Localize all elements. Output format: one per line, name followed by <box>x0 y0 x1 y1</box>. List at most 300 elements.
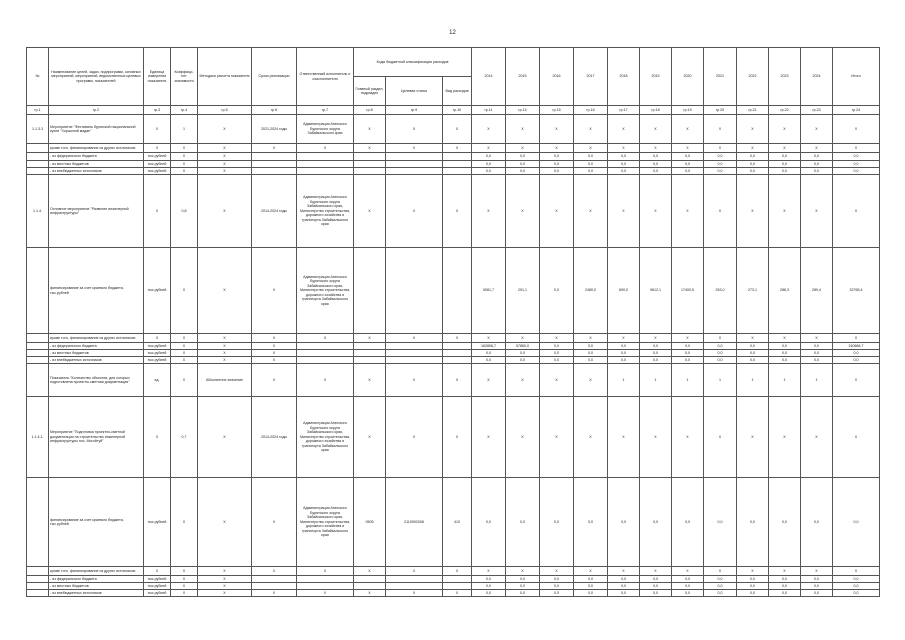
row-year-value: 0,0 <box>672 576 704 583</box>
row-year-value: Х <box>608 334 640 343</box>
row-year-value: Х <box>608 115 640 144</box>
row-year-value: 0,0 <box>801 168 833 175</box>
row-year-value: 0,0 <box>574 153 608 161</box>
row-coef: Х <box>171 248 198 334</box>
row-section-code: Х <box>354 364 386 397</box>
row-section-code: Х <box>354 144 386 153</box>
row-year-value: Х <box>672 567 704 576</box>
column-number: гр.19 <box>672 106 704 115</box>
row-responsible <box>297 350 354 357</box>
row-year-value: Х <box>540 175 574 248</box>
row-exptype-code <box>443 350 472 357</box>
row-method: Х <box>198 343 252 350</box>
column-number: гр.11 <box>472 106 506 115</box>
row-responsible: Х <box>297 590 354 597</box>
row-name: - из внебюджетных источников <box>49 168 144 175</box>
row-year-value: 0,0 <box>640 343 672 350</box>
row-unit: тыс.рублей <box>144 590 171 597</box>
row-year-value: 0,0 <box>672 161 704 168</box>
row-term <box>252 583 297 590</box>
row-year-value: Х <box>640 567 672 576</box>
row-year-value: Х <box>737 397 769 478</box>
row-number <box>27 248 49 334</box>
row-year-value: Х <box>704 334 737 343</box>
row-method: Х <box>198 590 252 597</box>
column-number: гр.21 <box>737 106 769 115</box>
row-year-value: 1 <box>704 364 737 397</box>
row-year-value: 0,0 <box>472 478 506 567</box>
row-article-code: Х <box>386 397 443 478</box>
row-term: Х <box>252 364 297 397</box>
header-year: 2022 <box>737 48 769 106</box>
row-responsible <box>297 161 354 168</box>
row-number <box>27 350 49 357</box>
row-section-code <box>354 343 386 350</box>
row-year-value: 0,0 <box>472 357 506 364</box>
row-year-value: Х <box>640 115 672 144</box>
row-year-value: 5081,7 <box>472 248 506 334</box>
row-year-value: 0,0 <box>608 168 640 175</box>
table-row <box>27 175 880 248</box>
row-term: Х <box>252 357 297 364</box>
row-section-code <box>354 350 386 357</box>
row-year-value: 0,0 <box>640 590 672 597</box>
row-unit: тыс.рублей <box>144 583 171 590</box>
row-unit: тыс.рублей <box>144 248 171 334</box>
row-year-value: 0,0 <box>801 153 833 161</box>
row-year-value: 0,0 <box>672 357 704 364</box>
row-year-value: 0,0 <box>574 576 608 583</box>
row-year-value: Х <box>608 144 640 153</box>
column-number: гр.10 <box>443 106 472 115</box>
row-year-value: Х <box>769 334 801 343</box>
row-year-value: 0,0 <box>769 350 801 357</box>
row-article-code <box>386 161 443 168</box>
row-year-value: 690,0 <box>608 248 640 334</box>
row-method: Х <box>198 168 252 175</box>
row-section-code: Х <box>354 115 386 144</box>
row-year-value: 288,3 <box>769 248 801 334</box>
row-year-value: 0,0 <box>704 478 737 567</box>
table-row <box>27 144 880 153</box>
row-term: 2021-2024 годы <box>252 115 297 144</box>
header-total: Итого <box>833 48 880 106</box>
row-year-value: Х <box>472 334 506 343</box>
row-coef: 0,8 <box>171 175 198 248</box>
row-article-code: 2110902008 <box>386 478 443 567</box>
row-year-value: 0,0 <box>769 583 801 590</box>
row-year-value: 0,0 <box>769 168 801 175</box>
row-coef: Х <box>171 478 198 567</box>
row-year-value: 0,0 <box>672 153 704 161</box>
row-year-value: 0,0 <box>801 350 833 357</box>
row-year-value: 0,0 <box>704 343 737 350</box>
row-number: 1.1.3.3 <box>27 115 49 144</box>
row-year-value: Х <box>540 334 574 343</box>
row-coef: Х <box>171 153 198 161</box>
column-number: гр.16 <box>574 106 608 115</box>
row-responsible: Администрация Агинского Бурятского округа Забайкальского края, Министерство строительства, дорожного хозяйства и транспорта Забайкальского края <box>297 175 354 248</box>
row-year-value: Х <box>574 175 608 248</box>
row-number <box>27 334 49 343</box>
row-year-value: 0,0 <box>704 357 737 364</box>
row-year-value: 0,0 <box>608 478 640 567</box>
row-year-value: Х <box>801 115 833 144</box>
row-year-value: 0,0 <box>574 357 608 364</box>
header-unit: Единица измерения показателя <box>144 48 171 106</box>
row-article-code <box>386 343 443 350</box>
row-year-value: 0,0 <box>801 161 833 168</box>
row-responsible <box>297 357 354 364</box>
row-year-value: Х <box>769 175 801 248</box>
row-exptype-code: Х <box>443 175 472 248</box>
row-year-value: Х <box>769 397 801 478</box>
header-name: Наименование целей, задач, подпрограмм, основных мероприятий, мероприятий, ведомственных целевых программ, показателей <box>49 48 144 106</box>
row-number <box>27 576 49 583</box>
row-term: Х <box>252 567 297 576</box>
row-unit: Х <box>144 115 171 144</box>
column-number: гр.2 <box>49 106 144 115</box>
row-year-value: 0,0 <box>737 357 769 364</box>
row-total-value: Х <box>833 364 880 397</box>
row-year-value: Х <box>801 144 833 153</box>
row-name: - из местных бюджетов <box>49 583 144 590</box>
row-year-value: 0,0 <box>640 168 672 175</box>
row-year-value: 0,0 <box>540 576 574 583</box>
row-article-code: Х <box>386 590 443 597</box>
row-year-value: Х <box>472 567 506 576</box>
row-year-value: Х <box>574 144 608 153</box>
row-year-value: 0,0 <box>704 350 737 357</box>
row-year-value: 0,0 <box>640 161 672 168</box>
table-row <box>27 248 880 334</box>
row-term <box>252 161 297 168</box>
row-unit: ед. <box>144 364 171 397</box>
row-unit: тыс.рублей <box>144 153 171 161</box>
row-year-value: 0,0 <box>506 583 540 590</box>
column-number: гр.18 <box>640 106 672 115</box>
row-section-code <box>354 583 386 590</box>
row-year-value: 0,0 <box>540 350 574 357</box>
row-method: Х <box>198 576 252 583</box>
row-article-code <box>386 153 443 161</box>
row-year-value: 0,0 <box>672 583 704 590</box>
row-method: Х <box>198 334 252 343</box>
header-year: 2015 <box>506 48 540 106</box>
row-year-value: 0,0 <box>608 350 640 357</box>
table-row <box>27 590 880 597</box>
header-year: 2024 <box>801 48 833 106</box>
row-year-value: 0,0 <box>574 590 608 597</box>
row-year-value: Х <box>574 115 608 144</box>
row-year-value: Х <box>640 397 672 478</box>
row-coef: Х <box>171 583 198 590</box>
row-name: - из местных бюджетов <box>49 161 144 168</box>
row-year-value: Х <box>506 175 540 248</box>
row-year-value: Х <box>540 397 574 478</box>
row-year-value: 0,0 <box>769 478 801 567</box>
row-year-value: 0,0 <box>540 248 574 334</box>
row-name: - из федерального бюджета <box>49 343 144 350</box>
row-term: Х <box>252 248 297 334</box>
header-row-1 <box>27 48 880 77</box>
row-term <box>252 168 297 175</box>
row-year-value: 0,0 <box>737 478 769 567</box>
row-year-value: Х <box>704 115 737 144</box>
header-term: Сроки реализации <box>252 48 297 106</box>
row-year-value: 162806,7 <box>472 343 506 350</box>
row-year-value: 0,0 <box>672 478 704 567</box>
row-year-value: 0,0 <box>801 478 833 567</box>
page-number: 12 <box>449 30 456 36</box>
column-number: гр.24 <box>833 106 880 115</box>
row-total-value: 0,0 <box>833 350 880 357</box>
row-year-value: 0,0 <box>672 350 704 357</box>
row-year-value: 17400,5 <box>672 248 704 334</box>
column-number: гр.23 <box>801 106 833 115</box>
row-number <box>27 153 49 161</box>
row-article-code <box>386 576 443 583</box>
row-year-value: 0,0 <box>540 590 574 597</box>
row-coef: Х <box>171 168 198 175</box>
column-number: гр.14 <box>506 106 540 115</box>
row-unit: тыс.рублей <box>144 478 171 567</box>
row-article-code <box>386 350 443 357</box>
row-year-value: Х <box>574 567 608 576</box>
row-year-value: Х <box>704 144 737 153</box>
header-codes: Коды бюджетной классификации расходов <box>354 48 472 77</box>
row-section-code: 0505 <box>354 478 386 567</box>
row-year-value: 0,0 <box>769 576 801 583</box>
row-year-value: 0,0 <box>506 576 540 583</box>
column-number: гр.4 <box>171 106 198 115</box>
row-article-code: Х <box>386 115 443 144</box>
row-year-value: 0,0 <box>769 153 801 161</box>
row-number <box>27 567 49 576</box>
row-name: - из федерального бюджета <box>49 153 144 161</box>
row-year-value: Х <box>769 115 801 144</box>
row-year-value: Х <box>540 115 574 144</box>
column-number: гр.8 <box>354 106 386 115</box>
row-year-value: 0,0 <box>574 343 608 350</box>
row-section-code <box>354 161 386 168</box>
row-responsible <box>297 343 354 350</box>
column-number: гр.9 <box>386 106 443 115</box>
row-name: финансирование за счет краевого бюджета, тыс.рублей <box>49 478 144 567</box>
row-year-value: 0,0 <box>769 161 801 168</box>
row-responsible: Х <box>297 334 354 343</box>
header-method: Методика расчета показателя <box>198 48 252 106</box>
row-year-value: 1 <box>608 364 640 397</box>
row-year-value: 0,0 <box>472 168 506 175</box>
row-number <box>27 590 49 597</box>
row-responsible <box>297 168 354 175</box>
row-year-value: 0,0 <box>769 343 801 350</box>
row-year-value: Х <box>801 397 833 478</box>
row-exptype-code: Х <box>443 364 472 397</box>
row-year-value: Х <box>640 144 672 153</box>
table-row <box>27 364 880 397</box>
row-year-value: Х <box>608 567 640 576</box>
row-year-value: 0,0 <box>506 168 540 175</box>
column-number: гр.1 <box>27 106 49 115</box>
row-year-value: 9612,1 <box>640 248 672 334</box>
column-number: гр.5 <box>198 106 252 115</box>
row-name: Мероприятие "Фестиваль бурятской национальной кухни "Хоршоной мадан" <box>49 115 144 144</box>
row-method: Х <box>198 478 252 567</box>
column-number: гр.17 <box>608 106 640 115</box>
row-method: Х <box>198 144 252 153</box>
row-year-value: 0,0 <box>608 590 640 597</box>
row-year-value: 0,0 <box>608 576 640 583</box>
row-coef: Х <box>171 144 198 153</box>
row-article-code: Х <box>386 175 443 248</box>
row-year-value: Х <box>737 567 769 576</box>
header-coef: Коэффици-ент значимости <box>171 48 198 106</box>
row-year-value: Х <box>472 364 506 397</box>
row-year-value: 0,0 <box>540 357 574 364</box>
table-row <box>27 115 880 144</box>
row-year-value: 0,0 <box>737 153 769 161</box>
header-year: 2023 <box>769 48 801 106</box>
row-number <box>27 161 49 168</box>
column-number: гр.3 <box>144 106 171 115</box>
row-article-code <box>386 248 443 334</box>
row-year-value: 0,0 <box>737 576 769 583</box>
budget-table <box>26 47 880 597</box>
row-year-value: 0,0 <box>769 590 801 597</box>
row-year-value: Х <box>769 144 801 153</box>
row-method: Х <box>198 567 252 576</box>
row-number <box>27 583 49 590</box>
column-number: гр.15 <box>540 106 574 115</box>
row-section-code <box>354 248 386 334</box>
row-exptype-code <box>443 161 472 168</box>
row-year-value: Х <box>574 334 608 343</box>
row-article-code <box>386 357 443 364</box>
row-method: Х <box>198 161 252 168</box>
row-year-value: 0,0 <box>704 161 737 168</box>
row-name: Основное мероприятие "Развитие инженерной инфраструктуры" <box>49 175 144 248</box>
row-year-value: 0,0 <box>801 357 833 364</box>
row-term: Х <box>252 144 297 153</box>
row-year-value: 0,0 <box>801 583 833 590</box>
row-total-value: 0,0 <box>833 357 880 364</box>
row-year-value: 0,0 <box>737 161 769 168</box>
row-term: 2014-2024 годы <box>252 397 297 478</box>
row-name: Мероприятие "Подготовка проектно-сметной документации на строительство инженерной инфраструктуры пос. Могойтуй" <box>49 397 144 478</box>
row-year-value: Х <box>506 397 540 478</box>
row-year-value: 0,0 <box>608 583 640 590</box>
row-year-value: Х <box>704 567 737 576</box>
table-row <box>27 583 880 590</box>
row-year-value: Х <box>506 334 540 343</box>
row-year-value: 0,0 <box>506 590 540 597</box>
row-year-value: 0,0 <box>640 583 672 590</box>
row-unit: тыс.рублей <box>144 343 171 350</box>
row-year-value: 0,0 <box>540 161 574 168</box>
row-article-code: Х <box>386 334 443 343</box>
row-unit: тыс.рублей <box>144 161 171 168</box>
row-year-value: Х <box>472 144 506 153</box>
row-responsible: Администрация Агинского Бурятского округа Забайкальского края, Министерство строительства, дорожного хозяйства и транспорта Забайкальского края <box>297 248 354 334</box>
row-year-value: 0,0 <box>704 153 737 161</box>
row-method: Х <box>198 397 252 478</box>
row-year-value: 0,0 <box>737 350 769 357</box>
row-year-value: 0,0 <box>506 357 540 364</box>
row-exptype-code: Х <box>443 590 472 597</box>
row-unit: тыс.рублей <box>144 357 171 364</box>
row-year-value: 1 <box>801 364 833 397</box>
row-year-value: 0,0 <box>608 343 640 350</box>
row-year-value: 0,0 <box>640 357 672 364</box>
row-year-value: 0,0 <box>574 478 608 567</box>
row-article-code: Х <box>386 567 443 576</box>
row-term: Х <box>252 478 297 567</box>
column-number: гр.7 <box>297 106 354 115</box>
row-name: - из внебюджетных источников <box>49 590 144 597</box>
row-total-value: 240666,7 <box>833 343 880 350</box>
row-year-value: 0,0 <box>801 576 833 583</box>
row-responsible: Х <box>297 144 354 153</box>
row-year-value: Х <box>672 334 704 343</box>
row-year-value: Х <box>737 144 769 153</box>
row-year-value: 1 <box>737 364 769 397</box>
row-name: - из внебюджетных источников <box>49 357 144 364</box>
header-year: 2019 <box>640 48 672 106</box>
row-section-code: Х <box>354 590 386 597</box>
row-responsible <box>297 153 354 161</box>
row-coef: Х <box>171 357 198 364</box>
row-method: Х <box>198 350 252 357</box>
row-responsible: Администрация Агинского Бурятского округа Забайкальского края <box>297 115 354 144</box>
row-unit: Х <box>144 334 171 343</box>
row-responsible: Х <box>297 364 354 397</box>
row-number: 1.1.4.1. <box>27 397 49 478</box>
row-coef: Х <box>171 343 198 350</box>
row-year-value: 0,0 <box>472 576 506 583</box>
header-year: 2016 <box>540 48 574 106</box>
header-year: 2017 <box>574 48 608 106</box>
row-year-value: Х <box>540 567 574 576</box>
header-responsible: Ответственный исполнитель и соисполнители <box>297 48 354 106</box>
row-term: Х <box>252 350 297 357</box>
row-coef: Х <box>171 161 198 168</box>
row-responsible: Х <box>297 567 354 576</box>
row-year-value: 0,0 <box>801 590 833 597</box>
row-year-value: 0,0 <box>574 350 608 357</box>
row-year-value: 0,0 <box>769 357 801 364</box>
row-term <box>252 576 297 583</box>
header-no: № <box>27 48 49 106</box>
row-section-code <box>354 576 386 583</box>
row-section-code <box>354 168 386 175</box>
row-year-value: 0,0 <box>472 590 506 597</box>
row-name: кроме того, финансирование из других источников: <box>49 144 144 153</box>
row-year-value: Х <box>704 175 737 248</box>
row-year-value: 1 <box>769 364 801 397</box>
row-year-value: 0,0 <box>640 350 672 357</box>
row-total-value: 32765,4 <box>833 248 880 334</box>
table-row <box>27 478 880 567</box>
row-coef: Х <box>171 334 198 343</box>
row-exptype-code: Х <box>443 567 472 576</box>
row-exptype-code <box>443 153 472 161</box>
row-year-value: Х <box>608 175 640 248</box>
header-year: 2021 <box>704 48 737 106</box>
row-year-value: Х <box>672 115 704 144</box>
row-responsible: Администрация Агинского Бурятского округа Забайкальского края, Министерство строительства, дорожного хозяйства и транспорта Забайкальского края <box>297 397 354 478</box>
